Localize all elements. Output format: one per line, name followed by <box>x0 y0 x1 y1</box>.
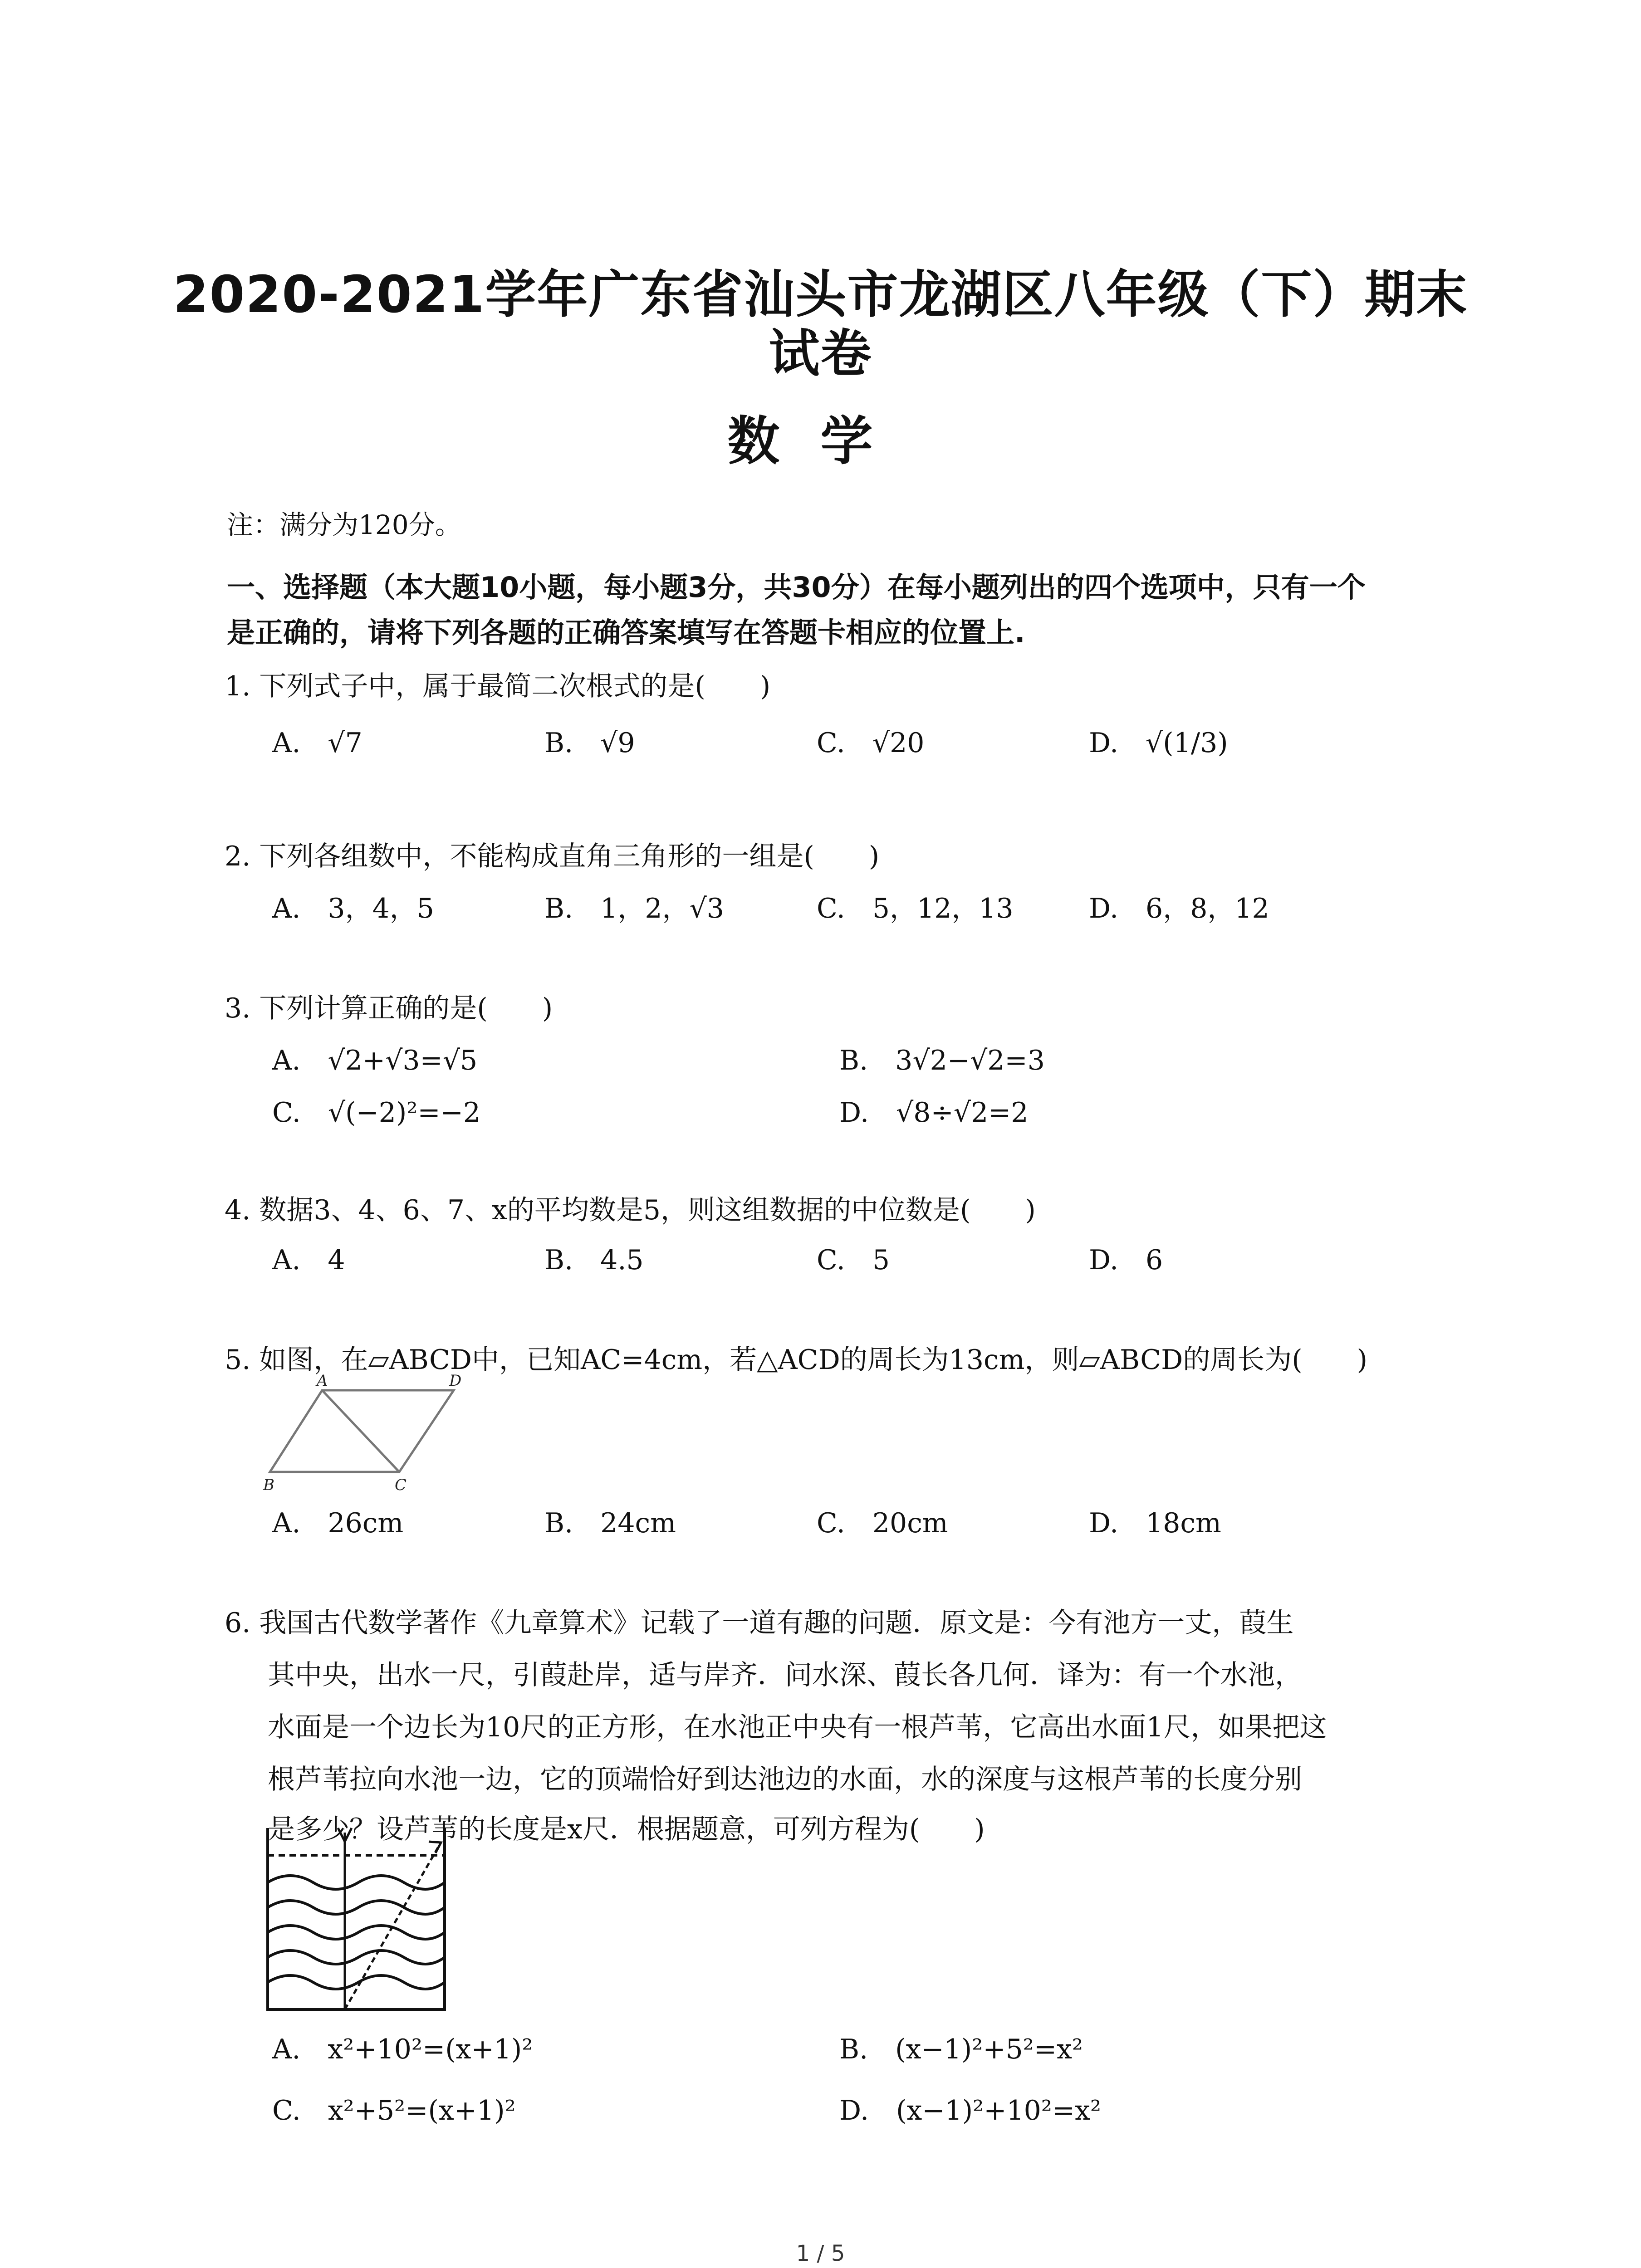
wave-5 <box>268 1975 445 1989</box>
question-6-option-c: C. x²+5²=(x+1)² <box>272 2095 516 2126</box>
score-note: 注：满分为120分。 <box>227 509 461 540</box>
question-2-stem: 2. 下列各组数中，不能构成直角三角形的一组是( ) <box>225 841 880 872</box>
question-5-stem: 5. 如图，在▱ABCD中，已知AC=4cm，若△ACD的周长为13cm，则▱ABCD的周长为( ) <box>225 1344 1368 1376</box>
question-4-option-c: C. 5 <box>817 1244 890 1276</box>
question-5-option-d: D. 18cm <box>1089 1507 1221 1539</box>
figure-label-d: D <box>449 1372 462 1390</box>
question-5-option-b: B. 24cm <box>544 1507 676 1539</box>
question-6-stem-line2: 其中央，出水一尺，引葭赴岸，适与岸齐．问水深、葭长各几何．译为：有一个水池， <box>268 1659 1302 1691</box>
subject-title: 数学 <box>727 411 914 472</box>
figure-label-a: A <box>317 1372 328 1390</box>
figure-label-c: C <box>395 1476 407 1494</box>
wave-4 <box>268 1950 445 1964</box>
question-4-option-b: B. 4.5 <box>544 1244 644 1276</box>
reed-pond-figure <box>263 1823 472 2014</box>
question-1-option-a: A. √7 <box>272 727 362 759</box>
question-4-option-a: A. 4 <box>272 1244 345 1276</box>
section-heading-line2: 是正确的，请将下列各题的正确答案填写在答题卡相应的位置上. <box>227 616 1025 649</box>
question-1-option-d: D. √(1/3) <box>1089 727 1228 759</box>
page-indicator: 1 / 5 <box>796 2241 845 2266</box>
question-4-option-d: D. 6 <box>1089 1244 1163 1276</box>
document-title-line1: 2020-2021学年广东省汕头市龙湖区八年级（下）期末 <box>173 265 1468 324</box>
question-3-stem: 3. 下列计算正确的是( ) <box>225 992 553 1024</box>
question-6-option-a: A. x²+10²=(x+1)² <box>272 2033 533 2065</box>
wave-3 <box>268 1926 445 1939</box>
question-2-option-c: C. 5，12，13 <box>817 893 1014 924</box>
question-6-stem-line4: 根芦苇拉向水池一边，它的顶端恰好到达池边的水面，水的深度与这根芦苇的长度分别 <box>268 1764 1302 1795</box>
document-title-line2: 试卷 <box>769 324 872 383</box>
question-3-option-c: C. √(−2)²=−2 <box>272 1097 481 1129</box>
question-1-option-c: C. √20 <box>817 727 925 759</box>
wave-2 <box>268 1901 445 1914</box>
question-6-option-b: B. (x−1)²+5²=x² <box>839 2033 1083 2065</box>
question-2-option-d: D. 6，8，12 <box>1089 893 1269 924</box>
question-1-option-b: B. √9 <box>544 727 635 759</box>
diagonal-ac <box>322 1390 399 1472</box>
section-heading-line1: 一、选择题（本大题10小题，每小题3分，共30分）在每小题列出的四个选项中，只有一个 <box>227 571 1366 604</box>
question-2-option-b: B. 1，2，√3 <box>544 893 724 924</box>
question-5-option-a: A. 26cm <box>272 1507 404 1539</box>
question-4-stem: 4. 数据3、4、6、7、x的平均数是5，则这组数据的中位数是( ) <box>225 1194 1036 1226</box>
question-2-option-a: A. 3，4，5 <box>272 893 434 924</box>
question-6-stem-line1: 6. 我国古代数学著作《九章算术》记载了一道有趣的问题．原文是：今有池方一丈，葭生 <box>225 1607 1294 1639</box>
question-3-option-a: A. √2+√3=√5 <box>272 1045 478 1076</box>
question-3-option-b: B. 3√2−√2=3 <box>839 1045 1045 1076</box>
question-1-stem: 1. 下列式子中，属于最简二次根式的是( ) <box>225 670 771 702</box>
question-5-option-c: C. 20cm <box>817 1507 948 1539</box>
figure-label-b: B <box>263 1476 274 1494</box>
question-6-stem-line5: 是多少？设芦苇的长度是x尺．根据题意，可列方程为( ) <box>268 1813 985 1845</box>
question-6-option-d: D. (x−1)²+10²=x² <box>839 2095 1102 2126</box>
question-6-stem-line3: 水面是一个边长为10尺的正方形，在水池正中央有一根芦苇，它高出水面1尺，如果把这 <box>268 1711 1327 1743</box>
reed-leaning <box>345 1844 440 2009</box>
parallelogram-figure <box>263 1372 481 1495</box>
question-3-option-d: D. √8÷√2=2 <box>839 1097 1029 1129</box>
